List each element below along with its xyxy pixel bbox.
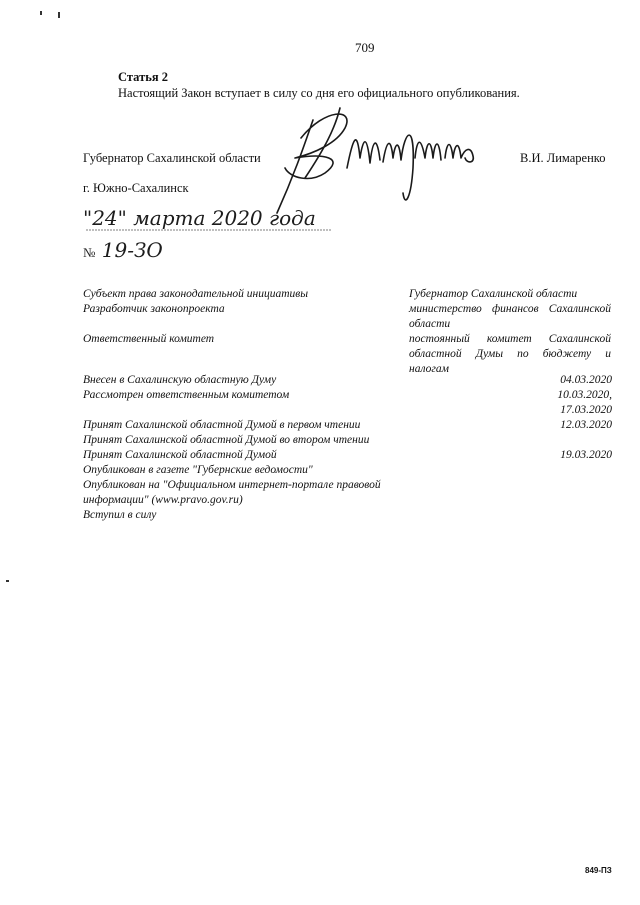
adopted-label: Принят Сахалинской областной Думой xyxy=(83,449,277,461)
adopted-date: 19.03.2020 xyxy=(560,449,612,461)
scan-mark xyxy=(40,11,42,15)
initiative-subject-value: Губернатор Сахалинской области xyxy=(409,288,578,300)
handwritten-number: 19-ЗО xyxy=(101,238,163,262)
handwritten-date-text: "24" марта 2020 года xyxy=(83,206,316,230)
page-number: 709 xyxy=(355,40,375,55)
first-reading-date: 12.03.2020 xyxy=(560,419,612,431)
committee-label: Ответственный комитет xyxy=(83,333,215,345)
published-portal-line: Опубликован на "Официальном интернет-портале правовой xyxy=(83,479,381,491)
scan-mark xyxy=(6,580,9,582)
handwritten-signature xyxy=(265,98,505,218)
handwritten-number-line xyxy=(83,238,163,262)
city-line: г. Южно-Сахалинск xyxy=(83,181,189,195)
article-body: Настоящий Закон вступает в силу со дня его официального опубликования. xyxy=(118,86,520,100)
published-gazette-label: Опубликован в газете "Губернские ведомости" xyxy=(83,464,313,476)
article-title: Статья 2 xyxy=(118,70,168,84)
committee-value-line: налогам xyxy=(409,363,449,375)
second-reading-label: Принят Сахалинской областной Думой во втором чтении xyxy=(83,434,370,446)
handwritten-date xyxy=(83,206,316,230)
scan-mark xyxy=(58,12,60,18)
first-reading-label: Принят Сахалинской областной Думой в первом чтении xyxy=(83,419,361,431)
number-sign: № xyxy=(83,245,96,260)
reviewed-date: 17.03.2020 xyxy=(560,404,612,416)
committee-value-line: постоянный комитет Сахалинской xyxy=(409,333,611,345)
published-portal-line: информации" (www.pravo.gov.ru) xyxy=(83,494,243,506)
committee-value xyxy=(409,332,611,377)
reviewed-date: 10.03.2020, xyxy=(557,389,612,401)
submitted-label: Внесен в Сахалинскую областную Думу xyxy=(83,374,277,386)
developer-label: Разработчик законопроекта xyxy=(83,303,225,315)
initiative-subject-label: Субъект права законодательной инициативы xyxy=(83,288,309,300)
developer-value-line: министерство финансов Сахалинской xyxy=(409,303,611,315)
date-underline xyxy=(86,228,336,232)
submitted-date: 04.03.2020 xyxy=(560,374,612,386)
reviewed-label: Рассмотрен ответственным комитетом xyxy=(83,389,290,401)
in-force-label: Вступил в силу xyxy=(83,509,157,521)
footer-code: 849-ПЗ xyxy=(585,866,612,875)
committee-value-line: областной Думы по бюджету и xyxy=(409,348,611,360)
signatory-name: В.И. Лимаренко xyxy=(520,151,606,165)
developer-value xyxy=(409,302,611,332)
developer-value-line: области xyxy=(409,318,451,330)
signatory-title: Губернатор Сахалинской области xyxy=(83,151,261,165)
